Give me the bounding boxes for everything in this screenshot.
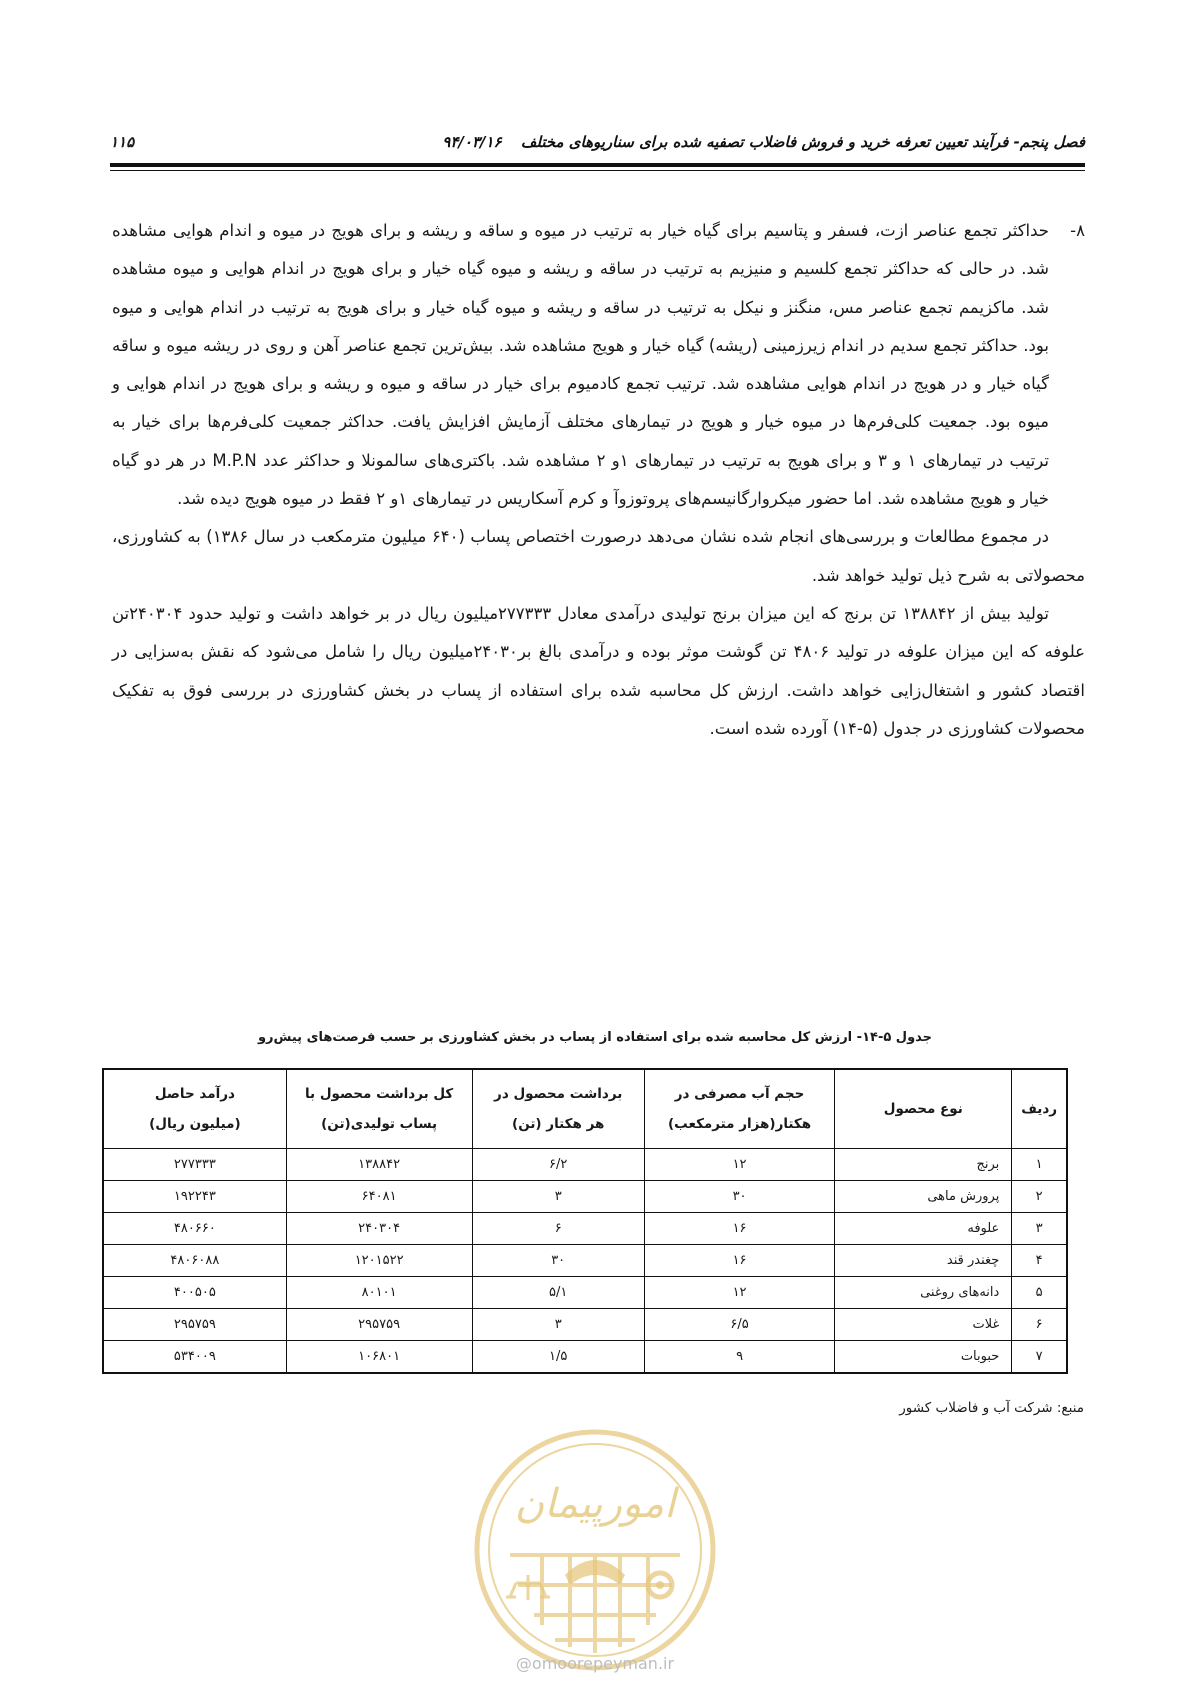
header-date: ۹۴/۰۳/۱۶ [442,133,502,151]
table-row [103,1149,1067,1181]
cell-yield: ۱/۵ [472,1341,644,1374]
cell-row-number: ۳ [1012,1213,1067,1245]
header-yield-line2: هر هکتار (تن) [512,1116,605,1132]
table-row [103,1213,1067,1245]
cell-water: ۶/۵ [644,1309,834,1341]
paragraph-summary: در مجموع مطالعات و بررسی‌های انجام شده نشان می‌دهد درصورت اختصاص پساب (۶۴۰ میلیون مترمکعب در سال ۱۳۸۶) به کشاورزی، محصولاتی به شرح ذیل تولید خواهد شد. [112,527,1085,585]
table-row [103,1181,1067,1213]
table-header-row [103,1069,1067,1149]
list-item-number: ۸- [1070,221,1085,240]
cell-water: ۱۶ [644,1213,834,1245]
cell-income: ۴۰۰۵۰۵ [103,1277,286,1309]
list-item-8 [112,212,1085,518]
cell-product: پرورش ماهی [835,1181,1012,1213]
cell-yield: ۶/۲ [472,1149,644,1181]
cell-water: ۱۲ [644,1149,834,1181]
cell-yield: ۶ [472,1213,644,1245]
cell-product: علوفه [835,1213,1012,1245]
cell-total: ۱۲۰۱۵۲۲ [286,1245,472,1277]
header-row-number: ردیف [1012,1069,1067,1149]
cell-income: ۵۳۴۰۰۹ [103,1341,286,1374]
header-water-line2: هکتار(هزار مترمکعب) [667,1116,812,1132]
cell-product: دانه‌های روغنی [835,1277,1012,1309]
cell-income: ۲۹۵۷۵۹ [103,1309,286,1341]
header-income [103,1069,286,1149]
header-income-line1: درآمد حاصل [154,1086,235,1102]
header-water [644,1069,834,1149]
list-item-text: حداکثر تجمع عناصر ازت، فسفر و پتاسیم برای گیاه خیار به ترتیب در میوه و ساقه و ریشه و برای هویج در میوه و اندام هوایی مشاهده شد. در حالی که حداکثر تجمع کلسیم و منیزیم به ترتیب در ساقه و ریشه و میوه گیاه خیار و برای هویج در اندام هوایی و میوه مشاهده شد. ماکزیمم تجمع عناصر مس، منگنز و نیکل به ترتیب در ساقه و ریشه و میوه گیاه خیار و برای هویج به ترتیب در اندام هوایی و میوه بود. حداکثر تجمع سدیم در اندام زیرزمینی (ریشه) گیاه خیار و هویج مشاهده شد. بیش‌ترین تجمع عناصر آهن و روی در ریشه میوه و ساقه گیاه خیار و در هویج در اندام هوایی مشاهده شد. ترتیب تجمع کادمیوم برای خیار در ساقه و میوه و ریشه و برای هویج در اندام هوایی و میوه بود. جمعیت کلی‌فرم‌ها در میوه خیار و هویج در تیمارهای مختلف آزمایش افزایش یافت. حداکثر جمعیت کلی‌فرم‌ها برای خیار به ترتیب در تیمارهای ۱ و ۳ و برای هویج به ترتیب در تیمارهای ۱و ۲ مشاهده شد. باکتری‌های سالمونلا و حداکثر عدد M.P.N در هر دو گیاه خیار و هویج مشاهده شد. اما حضور میکروارگانیسم‌های پروتوزوآ و کرم آسکاریس در تیمارهای ۱و ۲ فقط در میوه هویج دیده شد. [112,221,1049,509]
cell-row-number: ۴ [1012,1245,1067,1277]
watermark-site-text: omoorepeyman.ir [531,1654,675,1673]
paragraph-production: تولید بیش از ۱۳۸۸۴۲ تن برنج که این میزان برنج تولیدی درآمدی معادل ۲۷۷۳۳۳میلیون ریال در بر خواهد داشت و تولید حدود ۲۴۰۳۰۴تن علوفه که این میزان علوفه در تولید ۴۸۰۶ تن گوشت موثر بوده و درآمدی بالغ بر۲۴۰۳۰میلیون ریال را شامل می‌شود که نقش به‌سزایی در اقتصاد کشور و اشتغال‌زایی خواهد داشت. ارزش کل محاسبه شده برای استفاده از پساب در بخش کشاورزی در بررسی فوق به تفکیک محصولات کشاورزی در جدول (۵-۱۴) آورده شده است. [112,603,1086,738]
cell-product: برنج [835,1149,1012,1181]
cell-yield: ۵/۱ [472,1277,644,1309]
table-row [103,1245,1067,1277]
cell-income: ۲۷۷۳۳۳ [103,1149,286,1181]
cell-row-number: ۱ [1012,1149,1067,1181]
cell-water: ۱۲ [644,1277,834,1309]
table-row [103,1341,1067,1374]
cell-yield: ۳ [472,1181,644,1213]
header-income-line2: (میلیون ریال) [149,1116,241,1132]
cell-water: ۱۶ [644,1245,834,1277]
header-yield [472,1069,644,1149]
at-icon: @ [515,1654,532,1673]
page-header [110,128,1085,156]
cell-total: ۲۴۰۳۰۴ [286,1213,472,1245]
cell-water: ۳۰ [644,1181,834,1213]
header-total-line1: کل برداشت محصول با [304,1086,454,1102]
table-caption: جدول ۵-۱۴- ارزش کل محاسبه شده برای استفاده از پساب در بخش کشاورزی بر حسب فرصت‌های پیش‌رو [257,1030,933,1045]
cell-income: ۴۸۰۶۶۰ [103,1213,286,1245]
header-rule-thin [110,170,1085,171]
cell-total: ۱۳۸۸۴۲ [286,1149,472,1181]
cell-income: ۱۹۲۲۴۳ [103,1181,286,1213]
cell-product: چغندر قند [835,1245,1012,1277]
cell-yield: ۳۰ [472,1245,644,1277]
cell-row-number: ۵ [1012,1277,1067,1309]
cell-product: حبوبات [835,1341,1012,1374]
table-row [103,1309,1067,1341]
watermark-logo [470,1425,720,1675]
header-water-line1: حجم آب مصرفی در [674,1086,805,1102]
cell-total: ۶۴۰۸۱ [286,1181,472,1213]
cell-product: غلات [835,1309,1012,1341]
chapter-title [442,133,1085,151]
cell-water: ۹ [644,1341,834,1374]
header-total-line2: پساب تولیدی(تن) [321,1116,438,1132]
header-total [286,1069,472,1149]
cell-yield: ۳ [472,1309,644,1341]
cell-income: ۴۸۰۶۰۸۸ [103,1245,286,1277]
cell-total: ۱۰۶۸۰۱ [286,1341,472,1374]
cell-row-number: ۷ [1012,1341,1067,1374]
cell-total: ۲۹۵۷۵۹ [286,1309,472,1341]
header-yield-line1: برداشت محصول در [494,1086,623,1102]
watermark-logo-text: امورپیمان [514,1481,676,1527]
cell-total: ۸۰۱۰۱ [286,1277,472,1309]
table-source: منبع: شرکت آب و فاضلاب کشور [899,1400,1084,1416]
crop-value-table [102,1068,1068,1374]
body-text [112,212,1085,748]
header-product: نوع محصول [835,1069,1012,1149]
header-rule-thick [110,163,1085,167]
cell-row-number: ۲ [1012,1181,1067,1213]
watermark-site [420,1654,770,1673]
cell-row-number: ۶ [1012,1309,1067,1341]
page-number: ۱۱۵ [110,133,135,151]
table-row [103,1277,1067,1309]
chapter-title-text: فصل پنجم- فرآیند تعیین تعرفه خرید و فروش فاضلاب تصفیه شده برای سناریوهای مختلف [520,133,1085,151]
